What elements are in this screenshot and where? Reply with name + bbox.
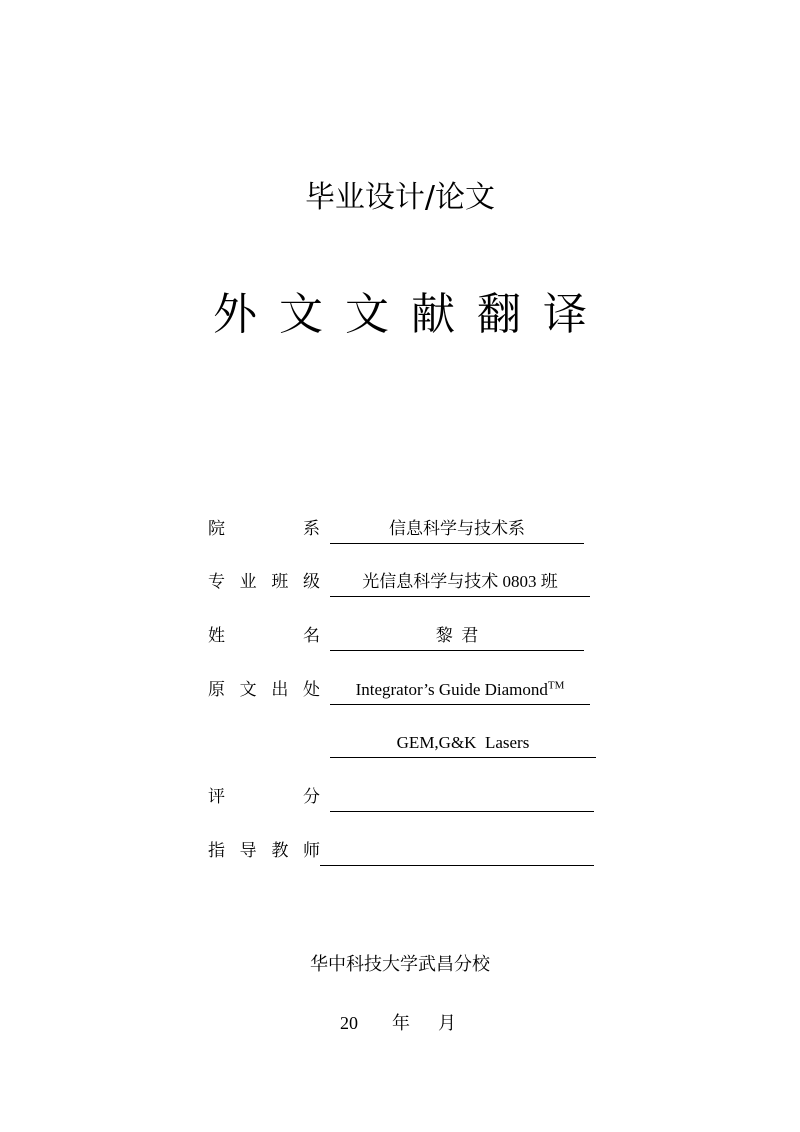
source-field-line2: GEM,G&K Lasers [330, 728, 596, 758]
label-char: 原 [208, 680, 225, 700]
label-char: 分 [303, 787, 320, 807]
advisor-field [320, 836, 594, 866]
label-char: 姓 [208, 626, 225, 646]
source-label [208, 675, 320, 705]
advisor-label [208, 836, 320, 866]
label-char: 级 [302, 572, 320, 592]
label-char: 文 [239, 680, 257, 700]
department-field: 信息科学与技术系 [330, 514, 584, 544]
date-year-prefix: 20 [340, 1013, 358, 1033]
trademark-mark: TM [547, 679, 565, 692]
school-name: 华中科技大学武昌分校 [310, 954, 490, 975]
date-year-unit: 年 [392, 1013, 410, 1033]
label-char: 处 [302, 680, 320, 700]
source-field-line1 [330, 675, 590, 705]
document-title: 外文文献翻译 [213, 289, 609, 340]
document-subtitle: 毕业设计/论文 [304, 180, 496, 215]
label-char: 指 [208, 841, 225, 861]
label-char: 师 [302, 841, 320, 861]
label-char: 业 [239, 572, 257, 592]
label-char: 教 [271, 841, 289, 861]
label-char: 导 [239, 841, 257, 861]
label-char: 班 [271, 572, 289, 592]
name-field: 黎 君 [330, 621, 584, 651]
label-char: 院 [208, 519, 225, 539]
department-label [208, 514, 320, 544]
name-label [208, 621, 320, 651]
label-char: 系 [303, 519, 320, 539]
major-class-label [208, 567, 320, 597]
score-label [208, 782, 320, 812]
major-class-field: 光信息科学与技术 0803 班 [330, 567, 590, 597]
score-field [330, 782, 594, 812]
source-text: Integrator’s Guide Diamond [355, 680, 548, 699]
date-month-unit: 月 [438, 1013, 456, 1033]
label-char: 评 [208, 787, 225, 807]
label-char: 专 [208, 572, 225, 592]
label-char: 出 [271, 680, 289, 700]
label-char: 名 [303, 626, 320, 646]
